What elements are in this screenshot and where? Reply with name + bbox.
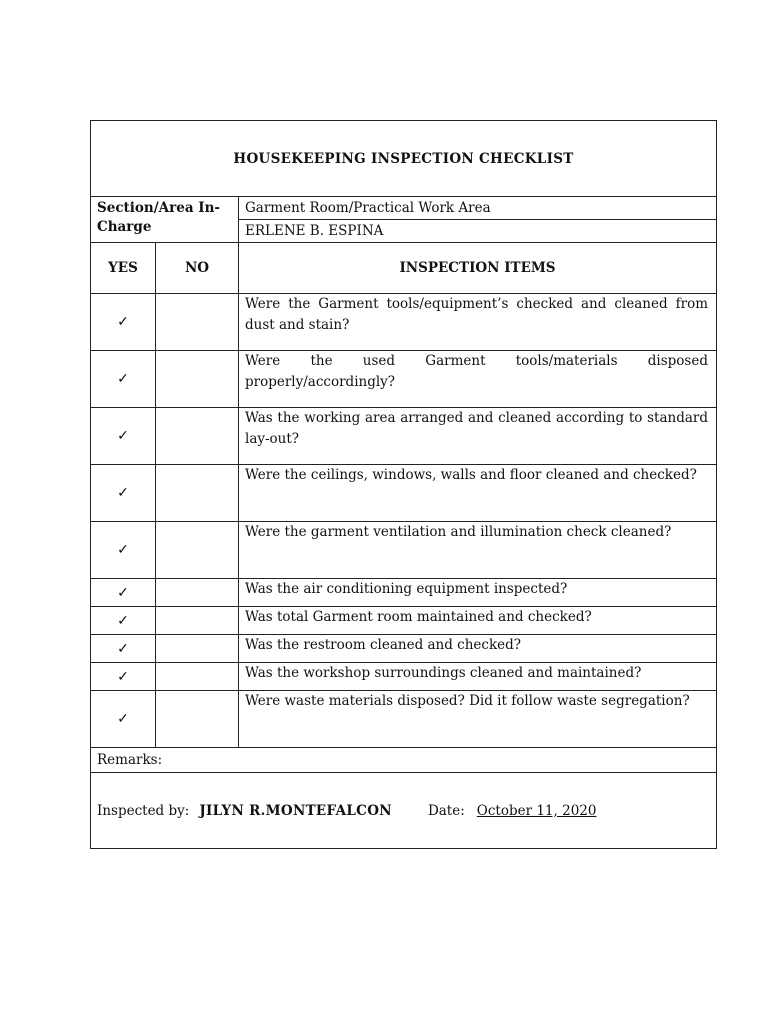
inspector-name: JILYN R.MONTEFALCON xyxy=(199,802,392,819)
remarks-row xyxy=(91,748,717,773)
no-cell xyxy=(156,635,239,663)
no-cell xyxy=(156,465,239,522)
yes-checkmark-icon: ✓ xyxy=(91,635,156,663)
header-row xyxy=(91,243,717,294)
yes-checkmark-icon: ✓ xyxy=(91,691,156,748)
section-area-value: Garment Room/Practical Work Area xyxy=(239,197,717,220)
table-row xyxy=(91,351,717,408)
no-cell xyxy=(156,522,239,579)
inspection-item: Was the working area arranged and cleaned according to standard lay-out? xyxy=(239,408,717,465)
inspection-item: Were the garment ventilation and illumination check cleaned? xyxy=(239,522,717,579)
yes-checkmark-icon: ✓ xyxy=(91,465,156,522)
footer-row xyxy=(91,773,717,849)
no-cell xyxy=(156,408,239,465)
inspection-item: Was the restroom cleaned and checked? xyxy=(239,635,717,663)
yes-checkmark-icon: ✓ xyxy=(91,607,156,635)
yes-checkmark-icon: ✓ xyxy=(91,351,156,408)
table-row xyxy=(91,579,717,607)
inspection-checklist-table xyxy=(90,120,717,849)
no-cell xyxy=(156,294,239,351)
inspection-item: Were the ceilings, windows, walls and floor cleaned and checked? xyxy=(239,465,717,522)
inspection-item: Were waste materials disposed? Did it follow waste segregation? xyxy=(239,691,717,748)
table-row xyxy=(91,465,717,522)
no-cell xyxy=(156,663,239,691)
inspection-item: Were the used Garment tools/materials disposed properly/accordingly? xyxy=(239,351,717,408)
no-cell xyxy=(156,691,239,748)
table-row xyxy=(91,408,717,465)
no-cell xyxy=(156,579,239,607)
table-row xyxy=(91,663,717,691)
table-row xyxy=(91,635,717,663)
date-label: Date: xyxy=(427,802,465,819)
yes-column-header: YES xyxy=(91,243,156,294)
yes-checkmark-icon: ✓ xyxy=(91,408,156,465)
table-row xyxy=(91,691,717,748)
yes-checkmark-icon: ✓ xyxy=(91,663,156,691)
inspection-date: October 11, 2020 xyxy=(476,802,597,819)
yes-checkmark-icon: ✓ xyxy=(91,294,156,351)
inspection-item: Were the Garment tools/equipment’s checked and cleaned from dust and stain? xyxy=(239,294,717,351)
table-row xyxy=(91,522,717,579)
table-row xyxy=(91,294,717,351)
document-title: HOUSEKEEPING INSPECTION CHECKLIST xyxy=(91,121,717,197)
no-column-header: NO xyxy=(156,243,239,294)
section-area-row xyxy=(91,197,717,220)
inspection-footer xyxy=(91,773,717,849)
no-cell xyxy=(156,607,239,635)
inspected-by-label: Inspected by: xyxy=(97,802,190,819)
inspection-item: Was the workshop surroundings cleaned and maintained? xyxy=(239,663,717,691)
title-row xyxy=(91,121,717,197)
yes-checkmark-icon: ✓ xyxy=(91,579,156,607)
inspected-by-line xyxy=(97,803,710,819)
inspection-item: Was the air conditioning equipment inspected? xyxy=(239,579,717,607)
yes-checkmark-icon: ✓ xyxy=(91,522,156,579)
inspection-items-header: INSPECTION ITEMS xyxy=(239,243,717,294)
table-row xyxy=(91,607,717,635)
inspection-item: Was total Garment room maintained and checked? xyxy=(239,607,717,635)
section-area-label: Section/Area In-Charge xyxy=(91,197,239,243)
no-cell xyxy=(156,351,239,408)
remarks-label: Remarks: xyxy=(91,748,717,773)
in-charge-value: ERLENE B. ESPINA xyxy=(239,220,717,243)
